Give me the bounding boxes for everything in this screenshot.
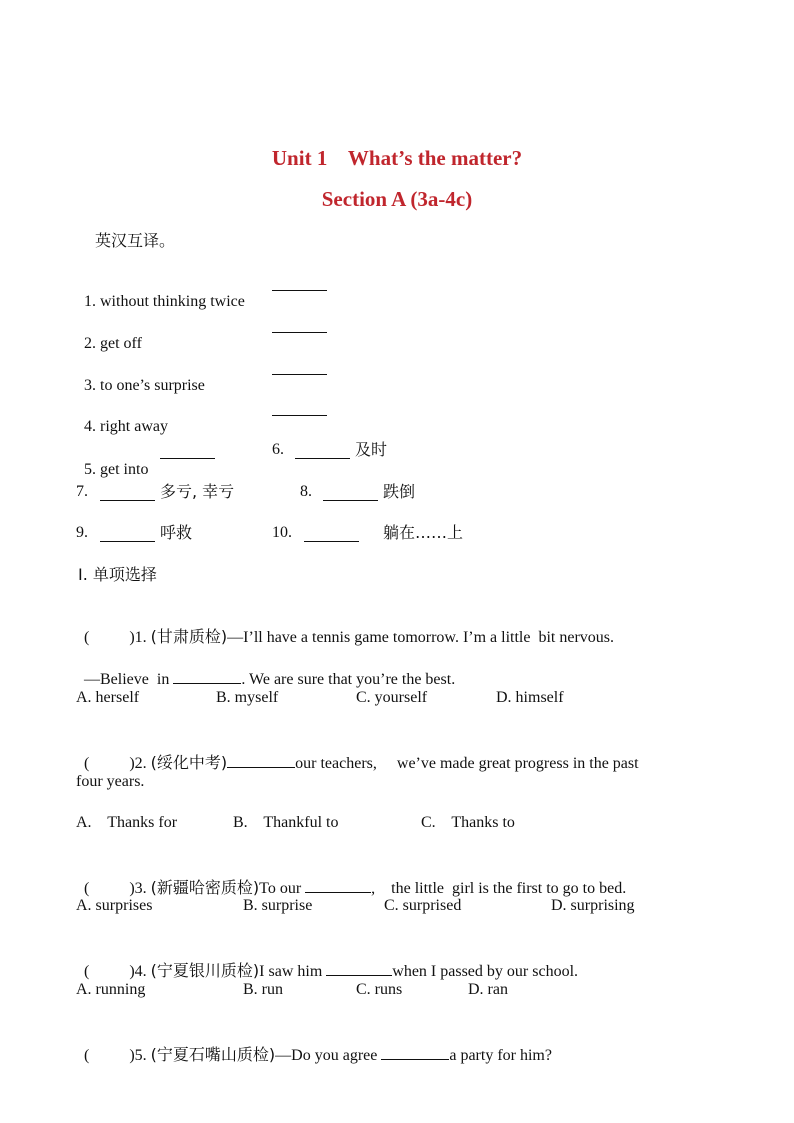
item-number: 4. — [84, 418, 96, 435]
answer-paren[interactable]: ( )3. — [84, 880, 147, 897]
option-b[interactable]: B. run — [243, 981, 283, 998]
question-stem: , the little girl is the first to go to bed. — [371, 880, 627, 897]
answer-paren[interactable]: ( )4. — [84, 963, 147, 980]
option-a[interactable]: A. surprises — [76, 897, 153, 914]
option-c[interactable]: C. Thanks to — [421, 814, 515, 831]
vocab-item-6-text: 及时 — [355, 440, 388, 459]
answer-blank[interactable] — [227, 751, 295, 768]
item-text: to one’s surprise — [100, 377, 205, 394]
section-heading: Ⅰ. 单项选择 — [78, 565, 157, 584]
option-a[interactable]: A. herself — [76, 689, 140, 706]
question-2-line2: four years. — [76, 773, 145, 790]
question-stem: . We are sure that you’re the best. — [241, 671, 456, 688]
answer-blank[interactable] — [381, 1043, 449, 1060]
question-5 — [76, 1023, 552, 1066]
question-source: (绥化中考) — [150, 753, 228, 772]
vocab-item-4 — [76, 397, 168, 437]
option-b[interactable]: B. myself — [216, 689, 279, 706]
vocab-item-3 — [76, 356, 205, 396]
question-source: (宁夏石嘴山质检) — [150, 1045, 276, 1064]
answer-blank[interactable] — [100, 525, 155, 542]
answer-paren[interactable]: ( )1. — [84, 629, 147, 646]
vocab-item-8-text: 跌倒 — [383, 482, 416, 501]
question-source: (宁夏银川质检) — [150, 961, 260, 980]
item-text: get into — [100, 461, 149, 478]
question-stem: —Do you agree — [275, 1047, 382, 1064]
vocab-item-10-num: 10. — [272, 524, 292, 541]
question-stem: our teachers, we’ve made great progress in the past — [295, 755, 639, 772]
vocab-item-7-text: 多亏, 幸亏 — [160, 482, 235, 501]
option-d[interactable]: D. ran — [468, 981, 508, 998]
vocab-item-9-text: 呼救 — [160, 523, 193, 542]
vocab-item-10-text: 躺在……上 — [383, 523, 464, 542]
vocab-item-9-num: 9. — [76, 524, 88, 541]
option-c[interactable]: C. yourself — [356, 689, 428, 706]
answer-blank[interactable] — [173, 667, 241, 684]
vocab-item-2 — [76, 314, 142, 354]
vocab-instruction: 英汉互译。 — [95, 231, 176, 250]
option-c[interactable]: C. runs — [356, 981, 403, 998]
option-a[interactable]: A. Thanks for — [76, 814, 178, 831]
question-3 — [76, 856, 626, 899]
answer-blank[interactable] — [160, 442, 215, 459]
item-number: 1. — [84, 293, 96, 310]
answer-blank[interactable] — [326, 959, 392, 976]
vocab-item-5 — [76, 440, 148, 480]
answer-blank[interactable] — [272, 399, 327, 416]
item-text: get off — [100, 335, 142, 352]
answer-blank[interactable] — [272, 274, 327, 291]
item-number: 3. — [84, 377, 96, 394]
vocab-item-7-num: 7. — [76, 483, 88, 500]
item-number: 2. — [84, 335, 96, 352]
page-subtitle: Section A (3a-4c) — [321, 187, 473, 211]
question-1-line2 — [76, 647, 455, 690]
question-stem: —I’ll have a tennis game tomorrow. I’m a little bit nervous. — [227, 629, 615, 646]
question-stem: when I passed by our school. — [392, 963, 579, 980]
question-stem: —Believe in — [84, 671, 174, 688]
question-stem: a party for him? — [449, 1047, 552, 1064]
answer-blank[interactable] — [272, 316, 327, 333]
option-b[interactable]: B. surprise — [243, 897, 313, 914]
answer-blank[interactable] — [100, 484, 155, 501]
option-a[interactable]: A. running — [76, 981, 146, 998]
answer-blank[interactable] — [272, 358, 327, 375]
answer-blank[interactable] — [304, 525, 359, 542]
page-title: Unit 1 What’s the matter? — [271, 146, 523, 170]
option-c[interactable]: C. surprised — [384, 897, 462, 914]
item-text: right away — [100, 418, 168, 435]
answer-paren[interactable]: ( )2. — [84, 755, 147, 772]
option-d[interactable]: D. himself — [496, 689, 564, 706]
question-source: (甘肃质检) — [150, 627, 228, 646]
question-4 — [76, 939, 578, 982]
option-d[interactable]: D. surprising — [551, 897, 635, 914]
answer-blank[interactable] — [295, 442, 350, 459]
question-1 — [76, 607, 614, 648]
question-stem: I saw him — [259, 963, 327, 980]
vocab-item-1 — [76, 272, 245, 312]
answer-blank[interactable] — [323, 484, 378, 501]
vocab-item-8-num: 8. — [300, 483, 312, 500]
answer-blank[interactable] — [305, 876, 371, 893]
question-stem: To our — [259, 880, 306, 897]
item-number: 5. — [84, 461, 96, 478]
item-text: without thinking twice — [100, 293, 245, 310]
option-b[interactable]: B. Thankful to — [233, 814, 339, 831]
vocab-item-6-num: 6. — [272, 441, 284, 458]
answer-paren[interactable]: ( )5. — [84, 1047, 147, 1064]
question-source: (新疆哈密质检) — [150, 878, 260, 897]
question-2 — [76, 731, 639, 774]
